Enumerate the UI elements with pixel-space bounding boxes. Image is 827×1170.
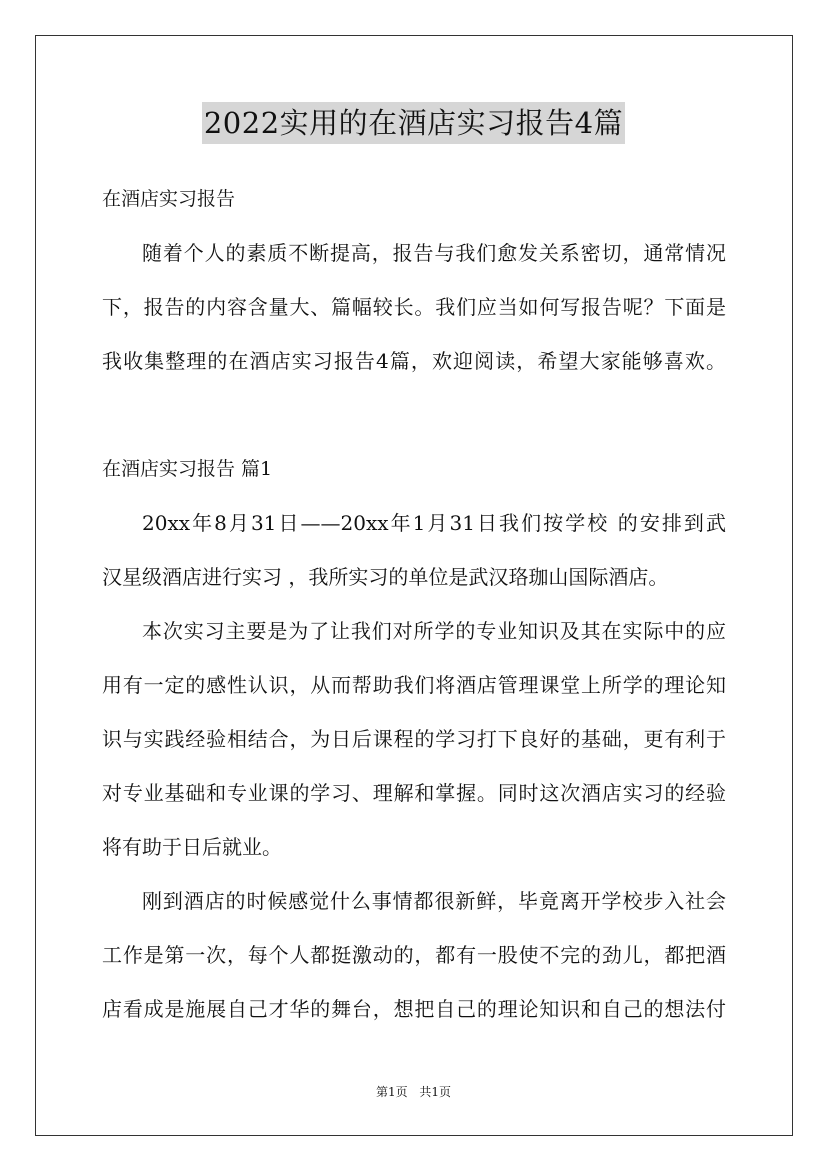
paragraph-line: 下，报告的内容含量大、篇幅较长。我们应当如何写报告呢？下面是 — [102, 295, 726, 319]
paragraph-line: 工作是第一次，每个人都挺激动的，都有一股使不完的劲儿，都把酒 — [102, 943, 726, 967]
title-container — [0, 102, 827, 144]
page-total: 共1页 — [419, 1085, 452, 1099]
page-number: 第1页 — [375, 1085, 408, 1099]
paragraph-line: 对专业基础和专业课的学习、理解和掌握。同时这次酒店实习的经验 — [102, 781, 726, 805]
blank-line — [102, 388, 726, 442]
paragraph-line: 本次实习主要是为了让我们对所学的专业知识及其在实际中的应 — [142, 619, 726, 643]
paragraph-line: 识与实践经验相结合，为日后课程的学习打下良好的基础，更有利于 — [102, 727, 726, 751]
paragraph-line: 20xx年8月31日——20xx年1月31日我们按学校 的安排到武 — [142, 511, 726, 535]
paragraph-line: 汉星级酒店进行实习 ，我所实习的单位是武汉珞珈山国际酒店。 — [102, 565, 669, 589]
intro-heading: 在酒店实习报告 — [102, 188, 236, 210]
paragraph-line: 我收集整理的在酒店实习报告4篇，欢迎阅读，希望大家能够喜欢。 — [102, 349, 726, 373]
section-heading: 在酒店实习报告 篇1 — [102, 458, 273, 480]
paragraph-line: 将有助于日后就业。 — [102, 835, 282, 859]
paragraph-line: 店看成是施展自己才华的舞台，想把自己的理论知识和自己的想法付 — [102, 997, 726, 1021]
document-title: 2022实用的在酒店实习报告4篇 — [202, 102, 625, 144]
paragraph-line: 随着个人的素质不断提高，报告与我们愈发关系密切，通常情况 — [142, 241, 726, 265]
paragraph-line: 用有一定的感性认识，从而帮助我们将酒店管理课堂上所学的理论知 — [102, 673, 726, 697]
document-body — [102, 172, 726, 1036]
paragraph-line: 刚到酒店的时候感觉什么事情都很新鲜，毕竟离开学校步入社会 — [142, 889, 726, 913]
page-footer — [0, 1083, 827, 1100]
